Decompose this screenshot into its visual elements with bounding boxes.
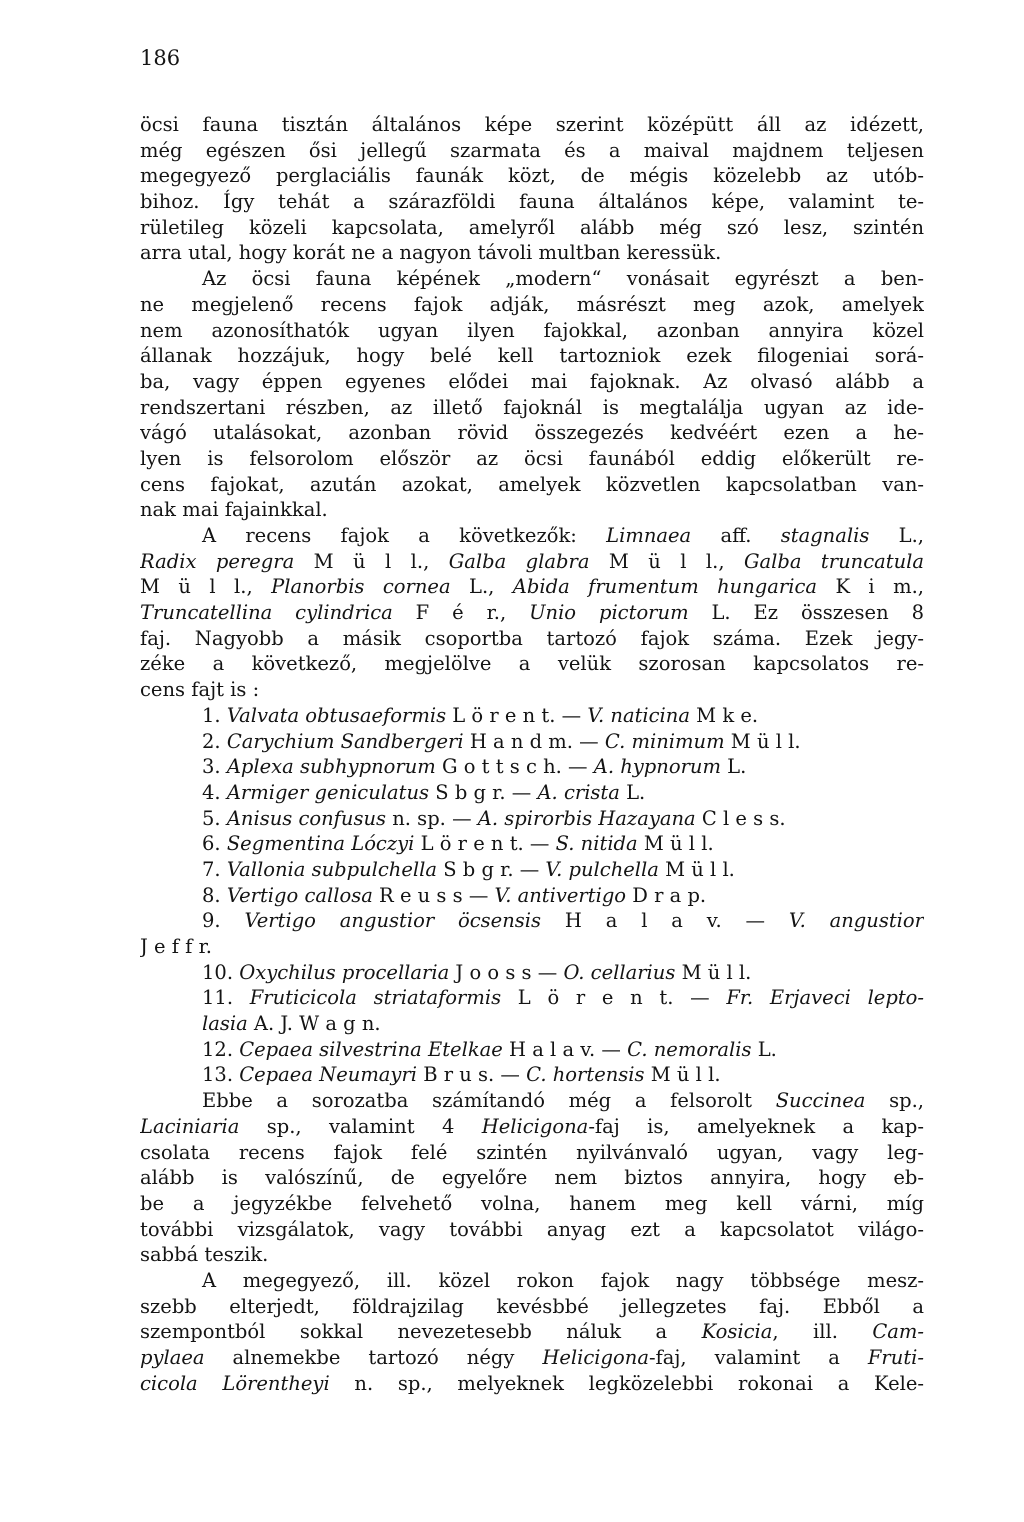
text-line: rendszertani részben, az illető fajoknál is megtalálja ugyan az ide- bbox=[140, 395, 924, 419]
text-line: megegyező perglaciális faunák közt, de mégis közelebb az utób- bbox=[140, 164, 924, 188]
text-line: 8. Vertigo callosa R e u s s — V. antivertigo D r a p. bbox=[202, 883, 707, 907]
text-line: zéke a következő, megjelölve a velük szorosan kapcsolatos re- bbox=[140, 652, 924, 676]
text-line: 11. Fruticicola striataformis L ö r e n t. — Fr. Erjaveci lepto- bbox=[202, 986, 924, 1010]
text-line: állanak hozzájuk, hogy belé kell tartozniok ezek filogeniai sorá- bbox=[140, 344, 924, 368]
text-line: ne megjelenő recens fajok adják, másrészt meg azok, amelyek bbox=[140, 292, 924, 316]
text-line: csolata recens fajok felé szintén nyilvánvaló ugyan, vagy leg- bbox=[140, 1140, 924, 1164]
text-line: Truncatellina cylindrica F é r., Unio pictorum L. Ez összesen 8 bbox=[140, 601, 924, 625]
text-line: nem azonosíthatók ugyan ilyen fajokkal, azonban annyira közel bbox=[140, 318, 924, 342]
text-line: lasia A. J. W a g n. bbox=[202, 1012, 381, 1036]
text-line: öcsi fauna tisztán általános képe szerint középütt áll az idézett, bbox=[140, 113, 924, 136]
text-line: 6. Segmentina Lóczyi L ö r e n t. — S. nitida M ü l l. bbox=[202, 832, 714, 856]
text-line: ba, vagy éppen egyenes elődei mai fajoknak. Az olvasó alább a bbox=[140, 369, 924, 393]
text-line: J e f f r. bbox=[140, 935, 212, 958]
text-line: cens fajokat, azután azokat, amelyek közvetlen kapcsolatban van- bbox=[140, 472, 924, 496]
text-line: Laciniaria sp., valamint 4 Helicigona-faj is, amelyeknek a kap- bbox=[140, 1114, 924, 1138]
text-line: szempontból sokkal nevezetesebb náluk a Kosicia, ill. Cam- bbox=[140, 1320, 924, 1344]
text-line: szebb elterjedt, földrajzilag kevésbbé jellegzetes faj. Ebből a bbox=[140, 1294, 924, 1318]
text-line: faj. Nagyobb a másik csoportba tartozó fajok száma. Ezek jegy- bbox=[140, 626, 924, 650]
text-line: 5. Anisus confusus n. sp. — A. spirorbis Hazayana C l e s s. bbox=[202, 806, 786, 830]
body-text bbox=[140, 112, 924, 1396]
text-line: rületileg közeli kapcsolata, amelyről alább még szó lesz, szintén bbox=[140, 215, 924, 239]
text-line: még egészen ősi jellegű szarmata és a maival majdnem teljesen bbox=[140, 138, 924, 162]
text-line: M ü l l., Planorbis cornea L., Abida frumentum hungarica K i m., bbox=[140, 575, 924, 599]
text-line: lyen is felsorolom először az öcsi faunából eddig előkerült re- bbox=[140, 446, 924, 470]
text-line: bihoz. Így tehát a szárazföldi fauna általános képe, valamint te- bbox=[140, 190, 924, 214]
text-line: 7. Vallonia subpulchella S b g r. — V. pulchella M ü l l. bbox=[202, 857, 735, 881]
page-number: 186 bbox=[140, 46, 181, 70]
text-line: arra utal, hogy korát ne a nagyon távoli multban keressük. bbox=[140, 241, 722, 265]
text-line: Ebbe a sorozatba számítandó még a felsorolt Succinea sp., bbox=[202, 1089, 924, 1113]
text-line: sabbá teszik. bbox=[140, 1243, 269, 1267]
text-line: cens fajt is : bbox=[140, 678, 260, 702]
text-line: 1. Valvata obtusaeformis L ö r e n t. — V. naticina M k e. bbox=[202, 703, 759, 727]
text-line: 13. Cepaea Neumayri B r u s. — C. hortensis M ü l l. bbox=[202, 1063, 721, 1087]
text-line: Radix peregra M ü l l., Galba glabra M ü l l., Galba truncatula bbox=[140, 549, 924, 573]
text-line: alább is valószínű, de egyelőre nem biztos annyira, hogy eb- bbox=[140, 1166, 924, 1190]
text-line: Az öcsi fauna képének „modern“ vonásait egyrészt a ben- bbox=[202, 267, 924, 291]
text-line: további vizsgálatok, vagy további anyag ezt a kapcsolatot világo- bbox=[140, 1217, 924, 1241]
text-line: 3. Aplexa subhypnorum G o t t s c h. — A. hypnorum L. bbox=[202, 755, 747, 779]
text-line: pylaea alnemekbe tartozó négy Helicigona-faj, valamint a Fruti- bbox=[140, 1346, 924, 1369]
text-line: cicola Lörentheyi n. sp., melyeknek legközelebbi rokonai a Kele- bbox=[140, 1371, 924, 1395]
text-line: A megegyező, ill. közel rokon fajok nagy többsége mesz- bbox=[202, 1268, 924, 1292]
text-line: 4. Armiger geniculatus S b g r. — A. crista L. bbox=[202, 780, 646, 804]
text-line: vágó utalásokat, azonban rövid összegezés kedvéért ezen a he- bbox=[140, 421, 924, 445]
text-line: 10. Oxychilus procellaria J o o s s — O. cellarius M ü l l. bbox=[202, 960, 752, 984]
text-line: be a jegyzékbe felvehető volna, hanem meg kell várni, míg bbox=[140, 1191, 924, 1215]
text-line: nak mai fajainkkal. bbox=[140, 498, 328, 522]
text-line: A recens fajok a következők: Limnaea aff. stagnalis L., bbox=[202, 524, 924, 547]
text-line: 12. Cepaea silvestrina Etelkae H a l a v. — C. nemoralis L. bbox=[202, 1037, 777, 1061]
text-line: 2. Carychium Sandbergeri H a n d m. — C. minimum M ü l l. bbox=[202, 729, 801, 753]
text-line: 9. Vertigo angustior öcsensis H a l a v. — V. angustior bbox=[202, 909, 924, 933]
